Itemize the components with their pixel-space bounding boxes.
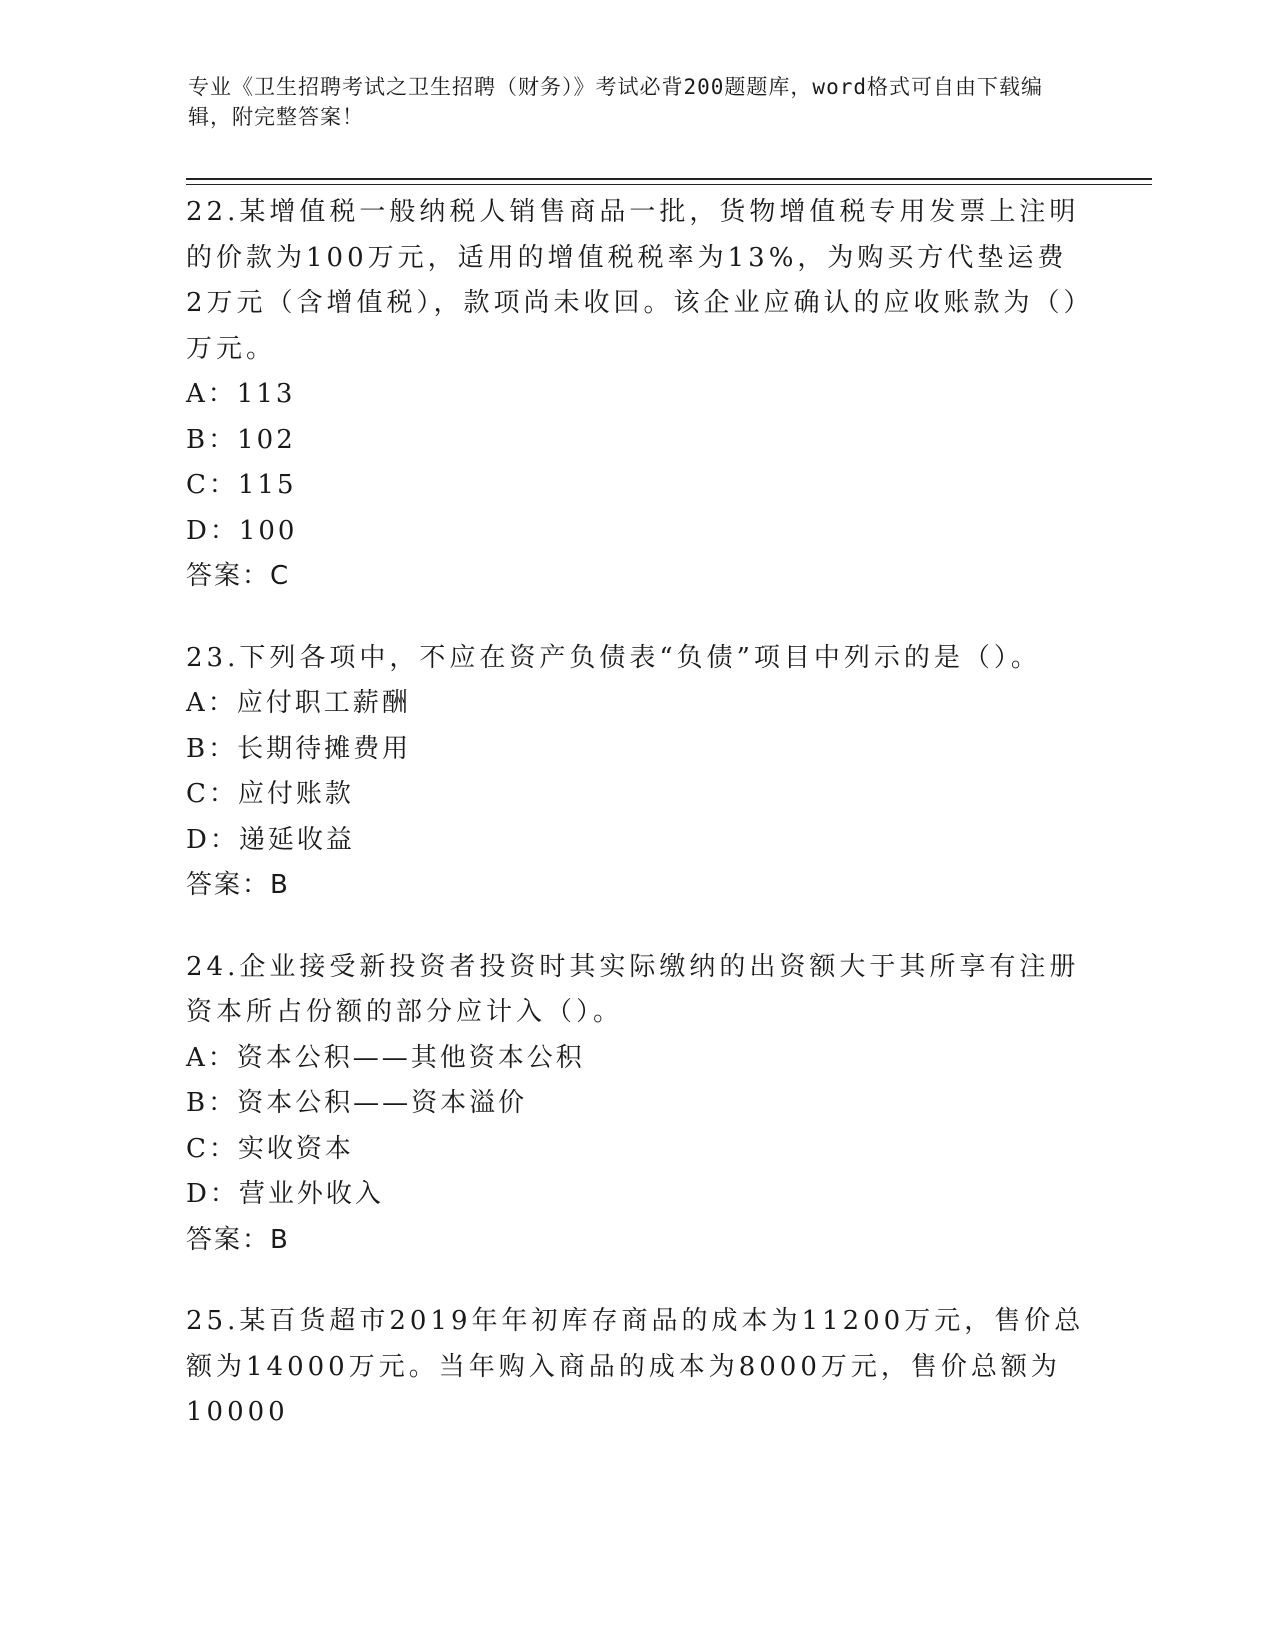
question-22 [186,190,1086,600]
document-header: 专业《卫生招聘考试之卫生招聘（财务）》考试必背200题题库，word格式可自由下载编辑，附完整答案！ [188,75,1043,129]
option-b: B：长期待摊费用 [186,733,412,764]
question-24 [186,945,1086,1264]
answer: 答案：C [186,561,291,591]
question-23 [186,636,1086,909]
option-a: A：应付职工薪酬 [186,688,411,718]
option-d: D：递延收益 [186,824,355,855]
header-divider-thick [186,178,1152,180]
answer: 答案：B [186,870,290,900]
header-divider-thin [186,184,1152,185]
question-stem: 25.某百货超市2019年年初库存商品的成本为11200万元，售价总额为14000万元。当年购入商品的成本为8000万元，售价总额为10000 [186,1306,1085,1427]
option-b: B：102 [186,424,296,455]
option-a: A：113 [186,379,296,409]
option-a: A：资本公积——其他资本公积 [186,1042,585,1073]
question-list [186,190,1086,1472]
option-d: D：100 [186,515,298,546]
option-c: C：115 [186,470,297,500]
question-stem: 24.企业接受新投资者投资时其实际缴纳的出资额大于其所享有注册资本所占份额的部分应计入（）。 [186,951,1080,1027]
option-b: B：资本公积——资本溢价 [186,1088,528,1118]
option-c: C：应付账款 [186,779,354,809]
question-stem: 22.某增值税一般纳税人销售商品一批，货物增值税专用发票上注明的价款为100万元，适用的增值税税率为13%，为购买方代垫运费2万元（含增值税），款项尚未收回。该企业应确认的应收账款为（）万元。 [186,197,1081,364]
question-stem: 23.下列各项中，不应在资产负债表“负债”项目中列示的是（）。 [186,642,1041,673]
option-d: D：营业外收入 [186,1179,384,1209]
question-25 [186,1299,1086,1436]
option-c: C：实收资本 [186,1133,354,1164]
answer: 答案：B [186,1224,290,1255]
